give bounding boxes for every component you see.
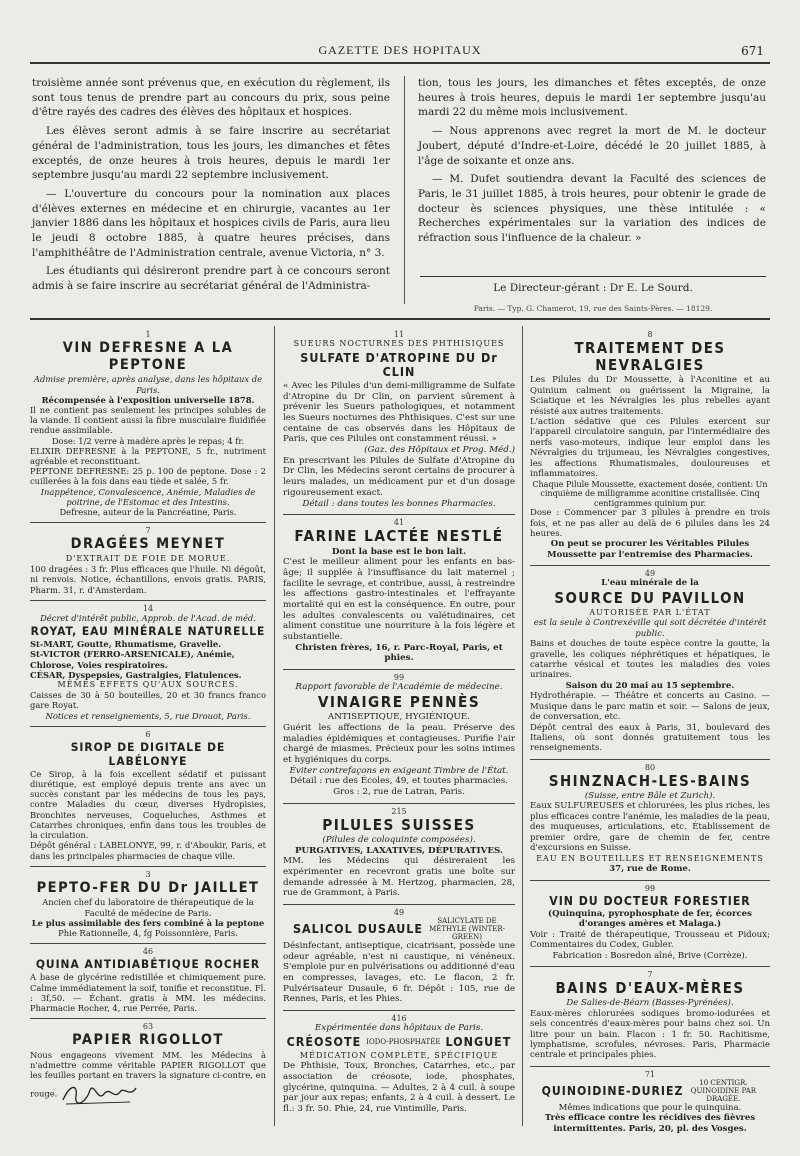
ad-text: Expérimentée dans hôpitaux de Paris. [314, 1023, 484, 1034]
ad-text: Nous engageons vivement MM. les Médecins à n'admettre comme véritable PAPIER RIGOLLOT que les feuilles portant en travers la signature ci-contre, en rouge. [30, 1049, 266, 1099]
ad-number: 99 [644, 883, 656, 893]
divider [283, 1010, 515, 1011]
ad-royat [30, 604, 266, 721]
ad-aside: 10 CENTIGR. QUINOIDINE PAR DRAGÉE. [690, 1078, 756, 1103]
ad-text: Les Pilules du Dr Moussette, à l'Aconitine et au Quinium calment ou guérissent la Migraine, la Sciatique et les Névralgies les plus rebelles ayant résisté aux autres traitements. [530, 375, 770, 417]
ads-column-2 [283, 330, 515, 1120]
ad-pepto-fer [30, 870, 266, 939]
section-divider [30, 318, 770, 320]
ad-season: Saison du 20 mai au 15 septembre. [565, 680, 735, 691]
ad-bains-eaux-meres [530, 970, 770, 1061]
ad-title: PILULES SUISSES [322, 815, 476, 834]
ad-text: Détail : dans toutes les bonnes Pharmacies. [302, 498, 496, 509]
ad-traitement-nevralgies [530, 330, 770, 560]
news-paragraph: — Nous apprenons avec regret la mort de M. le docteur Joubert, député d'Indre-et-Loire, décédé le 20 juillet 1885, à l'âge de soixante et onze ans. [418, 125, 766, 167]
page-number: 671 [741, 44, 764, 58]
ad-text: St-MART, Goutte, Rhumatisme, Gravelle. [30, 639, 222, 650]
ad-number: 71 [644, 1069, 656, 1079]
ad-text: Guérit les affections de la peau. Préserve des maladies épidémiques et contagieuses. Purifie l'air chargé de miasmes. Précieux pour les soins intimes et hygiéniques du corps. [283, 722, 515, 765]
ad-depot: Dépôt général : LABELONYE, 99, r. d'Aboukir, Paris, et dans les principales pharmacies de chaque ville. [30, 840, 266, 861]
ad-text: Eaux-mères chlorurées sodiques bromo-iodurées et sels concentrés d'eaux-mères pour bains chez soi. Un litre pour un bain. Flacon : 1 fr. 50. Rachitisme, lymphatisme, scrofules, névroses. Paris, Pharmacie centrale et principales phies. [530, 1008, 770, 1061]
ad-text: En prescrivant les Pilules de Sulfate d'Atropine du Dr Clin, les Médecins seront certains de procurer à leurs malades, un médicament pur et d'un dosage rigoureusement exact. [283, 455, 515, 498]
ad-title: PEPTO-FER DU Dr JAILLET [36, 879, 260, 896]
ad-text: MÊMES EFFETS QU'AUX SOURCES. [57, 679, 239, 689]
ad-farine-nestle [283, 518, 515, 664]
ad-text: St-VICTOR (FERRO-ARSENICALE), Anémie, Chlorose, Voies respiratoires. [30, 649, 235, 670]
divider [283, 514, 515, 515]
ad-text: L'action sédative que ces Pilules exercent sur l'appareil circulatoire sanguin, par l'intermédiaire des nerfs vaso-moteurs, indique leur emploi dans les Névralgies du trijumeau, les Névralgies congestives, les affections Rhumatismales, douloureuses et inflammatoires. [530, 416, 770, 480]
ad-text: CÉSAR, Dyspepsies, Gastralgies, Flatulences. [30, 669, 242, 680]
ad-quinoidine-duriez [530, 1070, 770, 1134]
ad-text: Ce Sirop, à la fois excellent sédatif et puissant diurétique, est employé depuis trente ans avec un succès constant par les médecins de tous les pays, contre Maladies du cœur, diverses Hydropisies, Bronchites nerveuses, Coqueluches, Asthmes et Catarrhes chroniques, enfin dans tous les troubles de la circulation. [30, 768, 266, 841]
ads-column-1 [30, 330, 266, 1113]
ad-title: DRAGÉES MEYNET [70, 536, 226, 553]
ad-text: Désinfectant, antiseptique, cicatrisant, possède une odeur agréable, n'est ni caustique, ni vénéneux. S'emploie pur en pulvérisations ou additionné d'eau en compresses, lavages, etc. Le flacon, 2 fr. Pulvérisateur Dusaule, 6 fr. Dépôt : 105, rue de Rennes, Paris, et les Phies. [283, 941, 515, 1005]
divider [530, 966, 770, 967]
ad-number: 14 [142, 603, 154, 613]
ad-title: BAINS D'EAUX-MÈRES [555, 979, 745, 998]
page-header [30, 40, 770, 64]
ad-text: PEPTONE DEFRESNE: 25 p. 100 de peptone. Dose : 2 cuillerées à la fois dans eau tiède et salée, 5 fr. [30, 466, 266, 487]
column-divider [404, 76, 405, 304]
ad-number: 7 [647, 970, 653, 980]
ad-text: Très efficace contre les récidives des fièvres intermittentes. Paris, 20, pl. des Vosges. [544, 1113, 756, 1134]
ad-subtitle: (Pilules de coloquinte composées). [322, 835, 476, 846]
ad-report: Rapport favorable de l'Académie de médecine. [295, 682, 503, 693]
divider [30, 943, 266, 944]
printer-line: Paris. — Typ. G. Chamerot, 19, rue des Saints-Pères. — 18129. [473, 304, 713, 313]
ad-text: De Phthisie, Toux, Bronches, Catarrhes, etc., par association de créosote, iode, phosphates, glycérine, quinquina. — Adultes, 2 à 4 cuil. à soupe par jour aux repas; enfants, 2 à 4 cuil. à dessert. Le fl.: 3 fr. 50. Phie, 24, rue Vintimille, Paris. [283, 1061, 515, 1114]
divider [30, 866, 266, 867]
ad-text: est la seule à Contrexéville qui soit décrétée d'intérêt public. [533, 618, 767, 639]
ad-aside: IODO-PHOSPHATÉE [366, 1038, 441, 1047]
ad-salicol-dusaule [283, 908, 515, 1005]
ad-number: 11 [393, 330, 405, 339]
ad-text: MM. les Médecins qui désireraient les expérimenter en recevront gratis une boîte sur demande adressée à M. Hertzog, pharmacien, 28, rue de Grammont, à Paris. [283, 856, 515, 899]
ad-dragees-meynet [30, 526, 266, 595]
ad-number: 6 [145, 729, 151, 739]
ad-text: Dose: 1/2 verre à madère après le repas; 4 fr. [51, 435, 245, 446]
ad-title: SHINZNACH-LES-BAINS [548, 771, 752, 790]
column-divider [522, 326, 523, 1126]
ad-title: PAPIER RIGOLLOT [72, 1032, 224, 1049]
ad-pilules-suisses [283, 807, 515, 900]
ad-note: On peut se procurer les Véritables Pilules Moussette par l'entremise des Pharmacies. [547, 539, 753, 560]
divider [530, 1066, 770, 1067]
ad-text: EAU EN BOUTEILLES ET RENSEIGNEMENTS [536, 853, 764, 863]
ad-text: 100 dragées : 3 fr. Plus efficaces que l'huile. Ni dégoût, ni renvois. Notice, échantillons, envois gratis. PARIS, Pharm. 31, r. d'Amsterdam. [30, 564, 266, 595]
ad-title: SIROP DE DIGITALE DE LABÉLONYE [70, 739, 226, 768]
ad-pretitle: L'eau minérale de la [601, 578, 699, 589]
ad-number: 46 [142, 947, 154, 957]
ad-title: VIN DU DOCTEUR FORESTIER [549, 893, 751, 908]
divider [530, 759, 770, 760]
ad-subtitle: (Quinquina, pyrophosphate de fer, écorces d'oranges amères et Malaga.) [548, 908, 752, 930]
ad-quina-rocher [30, 947, 266, 1013]
ad-text: Bains et douches de toute espèce contre la goutte, la gravelle, les coliques néphrétiques et hépatiques, le catarrhe vésical et toutes les maladies des voies urinaires. [530, 639, 770, 681]
ad-number: 49 [393, 908, 405, 918]
ad-award: Récompensée à l'exposition universelle 1878. [41, 394, 255, 405]
ad-number: 41 [393, 518, 405, 528]
ad-text: PURGATIVES, LAXATIVES, DÉPURATIVES. [294, 845, 504, 856]
ad-text: ELIXIR DEFRESNE à la PEPTONE, 5 fr., nutriment agréable et reconstituant. [30, 445, 266, 467]
ad-text: Eaux SULFUREUSES et chlorurées, les plus riches, les plus efficaces contre l'anémie, les maladies de la peau, des muqueuses, articulations, etc. Établissement de premier ordre, gare de chemin de fer, centre d'excursions en Suisse. [530, 801, 770, 854]
ad-aside: SALICYLATE DE MÉTHYLE (WINTER-GREEN) [429, 917, 505, 942]
ad-address: 37, rue de Rome. [609, 864, 691, 875]
ad-sirop-digitale [30, 730, 266, 861]
ad-title: VINAIGRE PENNÈS [317, 692, 481, 711]
ad-text: A base de glycérine redistillée et chimiquement pure. Calme immédiatement la soif, tonifie et reconstitue. Fl. : 3f,50. — Échant. gratis à MM. les médecins. Pharmacie Rocher, 4, rue Perrée, Paris. [30, 972, 266, 1013]
news-paragraph: — M. Dufet soutiendra devant la Faculté des sciences de Paris, le 31 juillet 1885, à trois heures, pour obtenir le grade de docteur ès sciences physiques, une thèse intitulée : « Recherches expérimentales sur la variation des indices de réfraction sous l'influence de la chaleur. » [418, 173, 766, 245]
ad-text: Ancien chef du laboratoire de thérapeutique de la Faculté de médecine de Paris. [42, 897, 254, 918]
ad-text: Éviter contrefaçons en exigeant Timbre de l'État. [289, 765, 509, 776]
ad-number: 215 [391, 806, 407, 816]
ad-shinznach [530, 763, 770, 875]
ad-text: Le plus assimilable des fers combiné à la peptone [31, 917, 265, 928]
ad-number: 7 [145, 526, 151, 536]
ad-subtitle: AUTORISÉE PAR L'ÉTAT [589, 607, 711, 617]
ads-column-3 [530, 330, 770, 1139]
ad-title: VIN DEFRESNE A LA PEPTONE [62, 340, 234, 373]
ad-number: 49 [644, 569, 656, 579]
ad-number: 1 [145, 330, 151, 339]
divider [30, 522, 266, 523]
ad-text: Détail : rue des Écoles, 49, et toutes pharmacies. Gros : 2, rue de Latran, Paris. [290, 776, 508, 797]
ad-title: LONGUET [445, 1033, 512, 1049]
ad-number: 80 [644, 762, 656, 772]
ad-address: Christen frères, 16, r. Parc-Royal, Paris, et phies. [295, 642, 503, 664]
ad-decree: Décret d'intérêt public, Approb. de l'Acad. de méd. [40, 612, 256, 623]
ad-text: Voir : Traité de thérapeutique, Trousseau et Pidoux; Commentaires du Codex, Gubler. [530, 929, 770, 951]
ad-title: ROYAT, EAU MINÉRALE NATURELLE [30, 624, 266, 639]
ad-title-row [283, 1034, 515, 1051]
rigollot-signature [60, 1080, 138, 1108]
ad-dose: Dose : Commencer par 3 pilules à prendre en trois fois, et ne pas aller au delà de 6 pilules dans les 24 heures. [530, 508, 770, 539]
ad-title-row [530, 1079, 770, 1103]
ad-title: CRÉOSOTE [286, 1033, 362, 1049]
ad-number: 99 [393, 673, 405, 683]
ad-subtitle: ANTISEPTIQUE, HYGIÉNIQUE. [327, 712, 471, 723]
ad-title: SALICOL DUSAULE [292, 920, 424, 936]
ad-vin-forestier [530, 884, 770, 962]
ad-source-pavillon [530, 569, 770, 754]
ad-title-row [283, 917, 515, 941]
ad-number: 8 [647, 330, 653, 339]
ad-author: Defresne, auteur de la Pancréatine, Paris. [59, 507, 237, 518]
news-column-right [418, 76, 766, 250]
ad-title: SOURCE DU PAVILLON [554, 588, 746, 607]
divider [30, 1018, 266, 1019]
journal-title: GAZETTE DES HOPITAUX [318, 43, 482, 57]
ad-quote: « Avec les Pilules d'un demi-milligramme de Sulfate d'Atropine du Dr Clin, on parvient sûrement à prévenir les Sueurs pathologiques, et notamment les Sueurs nocturnes des Phthisiques. C'est sur une centaine de cas observés dans les Hôpitaux de Paris, que ces Pilules ont constamment réussi. » [283, 381, 515, 445]
ad-vinaigre-pennes [283, 673, 515, 798]
ad-subtitle: Admise première, après analyse, dans les hôpitaux de Paris. [33, 374, 263, 395]
ad-subtitle: Dont la base est le bon lait. [331, 546, 467, 557]
ad-text: Dépôt central des eaux à Paris, 31, boulevard des Italiens, où sont donnés gratuitement tous les renseignements. [530, 722, 770, 754]
ad-text [30, 1050, 266, 1109]
news-paragraph: troisième année sont prévenus que, en exécution du règlement, ils sont tous tenus de prendre part au concours du prix, sous peine d'être rayés des cadres des élèves des hôpitaux et hospices. [32, 77, 390, 119]
column-divider [274, 326, 275, 1126]
divider [530, 565, 770, 566]
ad-subtitle: (Suisse, entre Bâle et Zurich). [584, 791, 716, 801]
divider [283, 803, 515, 804]
ad-subtitle: De Salies-de-Béarn (Basses-Pyrénées). [566, 998, 734, 1009]
ad-subtitle: MÉDICATION COMPLÈTE, SPÉCIFIQUE [299, 1050, 499, 1060]
ad-text: Mêmes indications que pour le quinquina. [558, 1102, 742, 1113]
ad-indications: Inappétence, Convalescence, Anémie, Maladies de poitrine, de l'Estomac et des Intestins. [40, 486, 256, 507]
ad-number: 63 [142, 1022, 154, 1032]
ad-formula: Chaque Pilule Moussette, exactement dosée, contient: Un cinquième de milligramme aconitine cristallisée. Cinq centigrammes quinium pur. [532, 479, 768, 508]
news-paragraph: — L'ouverture du concours pour la nomination aux places d'élèves externes en médecine et en chirurgie, vacantes au 1er janvier 1886 dans les hôpitaux et hospices civils de Paris, aura lieu le jeudi 8 octobre 1885, à quatre heures précises, dans l'amphithéâtre de l'Administration centrale, avenue Victoria, n° 3. [32, 187, 390, 259]
ad-subtitle: SUEURS NOCTURNES DES PHTHISIQUES [293, 339, 505, 348]
divider [420, 276, 766, 277]
divider [30, 726, 266, 727]
ad-title: QUINA ANTIDIABÉTIQUE ROCHER [35, 957, 261, 972]
ad-text: Phie Rationnelle, 4, fg Poissonnière, Paris. [58, 928, 238, 939]
ad-text: Hydrothérapie. — Théâtre et concerts au Casino. — Musique dans le parc matin et soir. — Salons de jeux, de conversation, etc. [530, 691, 770, 723]
ad-number: 416 [391, 1014, 407, 1024]
ad-text: Notices et renseignements, 5, rue Drouot, Paris. [45, 710, 251, 721]
divider [530, 880, 770, 881]
ad-title: FARINE LACTÉE NESTLÉ [294, 527, 504, 546]
divider [30, 600, 266, 601]
divider [283, 669, 515, 670]
ad-title: SULFATE D'ATROPINE DU Dr CLIN [300, 349, 498, 380]
news-column-left [32, 76, 390, 298]
ad-number: 3 [145, 869, 151, 879]
ad-text: Il ne contient pas seulement les principes solubles de la viande. Il contient aussi la fibre musculaire fluidifiée rendue assimilable. [30, 405, 266, 436]
directeur-gerant: Le Directeur-gérant : Dr E. Le Sourd. [493, 282, 693, 294]
ad-reference: (Gaz. des Hôpitaux et Prog. Méd.) [364, 445, 515, 456]
ad-text: Fabrication : Bosredon aîné, Brive (Corrèze). [552, 950, 748, 961]
ad-title: TRAITEMENT DES NEVRALGIES [574, 339, 726, 375]
news-paragraph: tion, tous les jours, les dimanches et fêtes exceptés, de onze heures à trois heures, depuis le mardi 1er septembre jusqu'au mardi 22 du même mois inclusivement. [418, 77, 766, 119]
ad-sulfate-atropine [283, 330, 515, 509]
ad-papier-rigollot [30, 1022, 266, 1108]
ad-text: C'est le meilleur aliment pour les enfants en bas-âge; il supplée à l'insuffisance du lait maternel ; facilite le sevrage, et contribue, aussi, à restreindre les affections gastro-intestinales et l'effrayante mortalité qui en est la conséquence. En outre, pour les adultes convalescents ou valétudinaires, cet aliment constitue une nourriture à la fois légère et substantielle. [283, 557, 515, 643]
ad-title: QUINOIDINE-DURIEZ [541, 1083, 684, 1098]
news-paragraph: Les élèves seront admis à se faire inscrire au secrétariat général de l'administration, tous les jours, les dimanches et fêtes exceptés, de onze heures à trois heures, depuis le mardi 1er septembre jusqu'au mardi 22 septembre inclusivement. [32, 125, 390, 182]
ad-vin-defresne [30, 330, 266, 517]
news-paragraph: Les étudiants qui désireront prendre part à ce concours seront admis à se faire inscrire au secrétariat général de l'Administra- [32, 265, 390, 293]
ad-text: Caisses de 30 à 50 bouteilles, 20 et 30 francs franco gare Royat. [30, 690, 266, 711]
ad-subtitle: D'EXTRAIT DE FOIE DE MORUE. [65, 554, 231, 563]
divider [283, 904, 515, 905]
ad-creosote-longuet [283, 1014, 515, 1114]
